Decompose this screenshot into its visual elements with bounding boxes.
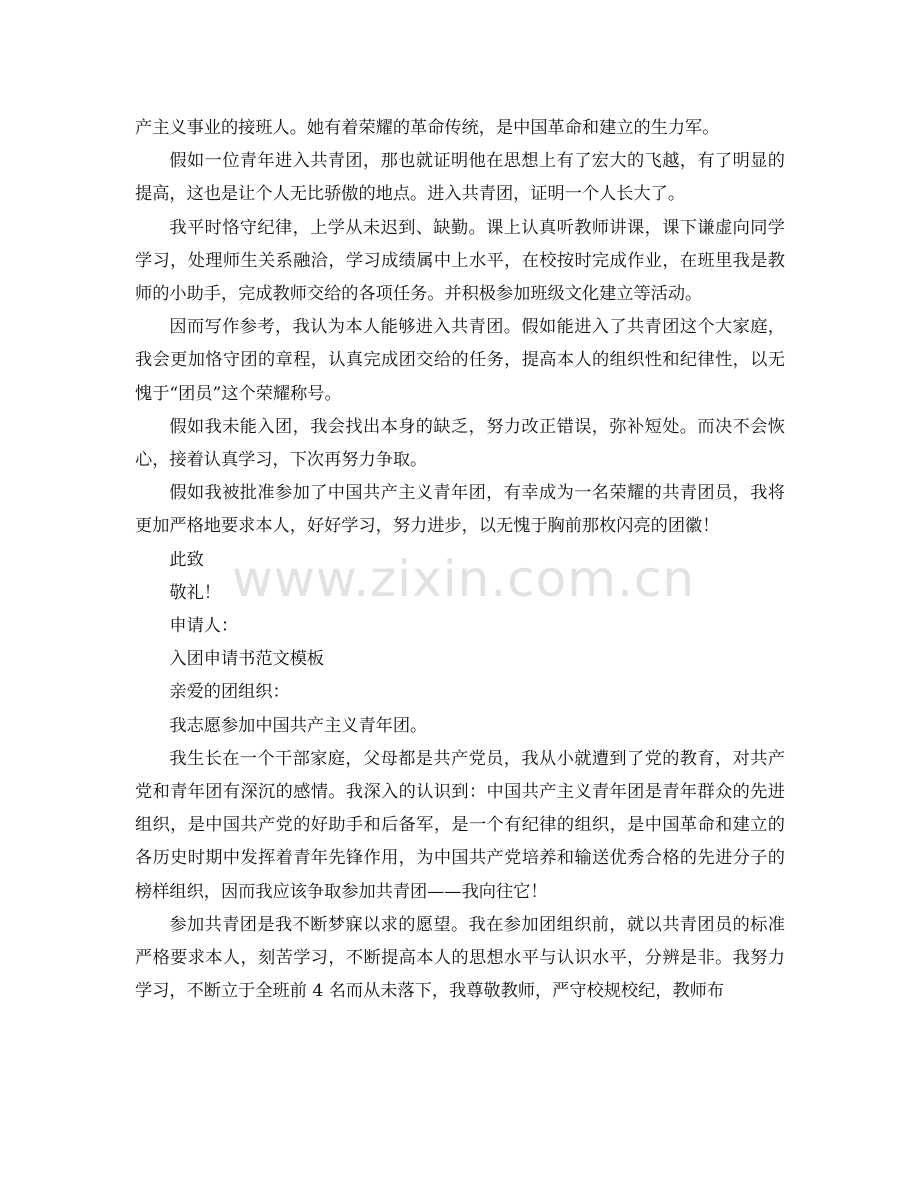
paragraph-6: 假如我被批准参加了中国共产主义青年团，有幸成为一名荣耀的共青团员，我将更加严格地要求本人，好好学习，努力进步，以无愧于胸前那枚闪亮的团徽！ (135, 483, 785, 537)
watermark-text: www.zixin.com.cn (232, 550, 696, 608)
paragraph-8: 我生长在一个干部家庭，父母都是共产党员，我从小就遭到了党的教育，对共产党和青年团有深沉的感情。我深入的认识到：中国共产主义青年团是青年群众的先进组织，是中国共产党的好助手和后备军，是一个有纪律的组织，是中国革命和建立的各历史时期中发挥着青年先锋作用，为中国共产党培养和输送优秀合格的先进分子的榜样组织，因而我应该争取参加共青团——我向往它！ (135, 748, 785, 902)
paragraph-5: 假如我未能入团，我会找出本身的缺乏，努力改正错误，弥补短处。而决不会恢心，接着认真学习，下次再努力争取。 (135, 416, 785, 471)
paragraph-4: 因而写作参考，我认为本人能够进入共青团。假如能进入了共青团这个大家庭，我会更加恪守团的章程，认真完成团交给的任务，提高本人的组织性和纪律性，以无愧于“团员”这个荣耀称号。 (135, 317, 785, 404)
paragraph-7: 我志愿参加中国共产主义青年团。 (169, 715, 428, 736)
document-body (135, 112, 785, 1008)
paragraph-2: 假如一位青年进入共青团，那也就证明他在思想上有了宏大的飞越，有了明显的提高，这也是让个人无比骄傲的地点。进入共青团，证明一个人长大了。 (135, 151, 785, 205)
closing-phrase: 此致 (169, 549, 204, 570)
section-title: 入团申请书范文模板 (169, 649, 325, 670)
greeting: 亲爱的团组织： (169, 682, 290, 703)
salutation: 敬礼！ (169, 582, 221, 603)
paragraph-3: 我平时恪守纪律，上学从未迟到、缺勤。课上认真听教师讲课，课下谦虚向同学学习，处理师生关系融洽，学习成绩属中上水平，在校按时完成作业，在班里我是教师的小助手，完成教师交给的各项任务。并积极参加班级文化建立等活动。 (135, 217, 785, 305)
applicant-label: 申请人： (169, 616, 239, 637)
paragraph-1: 产主义事业的接班人。她有着荣耀的革命传统，是中国革命和建立的生力军。 (135, 118, 720, 138)
paragraph-9: 参加共青团是我不断梦寐以求的愿望。我在参加团组织前，就以共青团员的标准严格要求本人，刻苦学习，不断提高本人的思想水平与认识水平，分辨是非。我努力学习，不断立于全班前 4 名而从未落下，我尊敬教师，严守校规校纪，教师布 (135, 914, 785, 1002)
